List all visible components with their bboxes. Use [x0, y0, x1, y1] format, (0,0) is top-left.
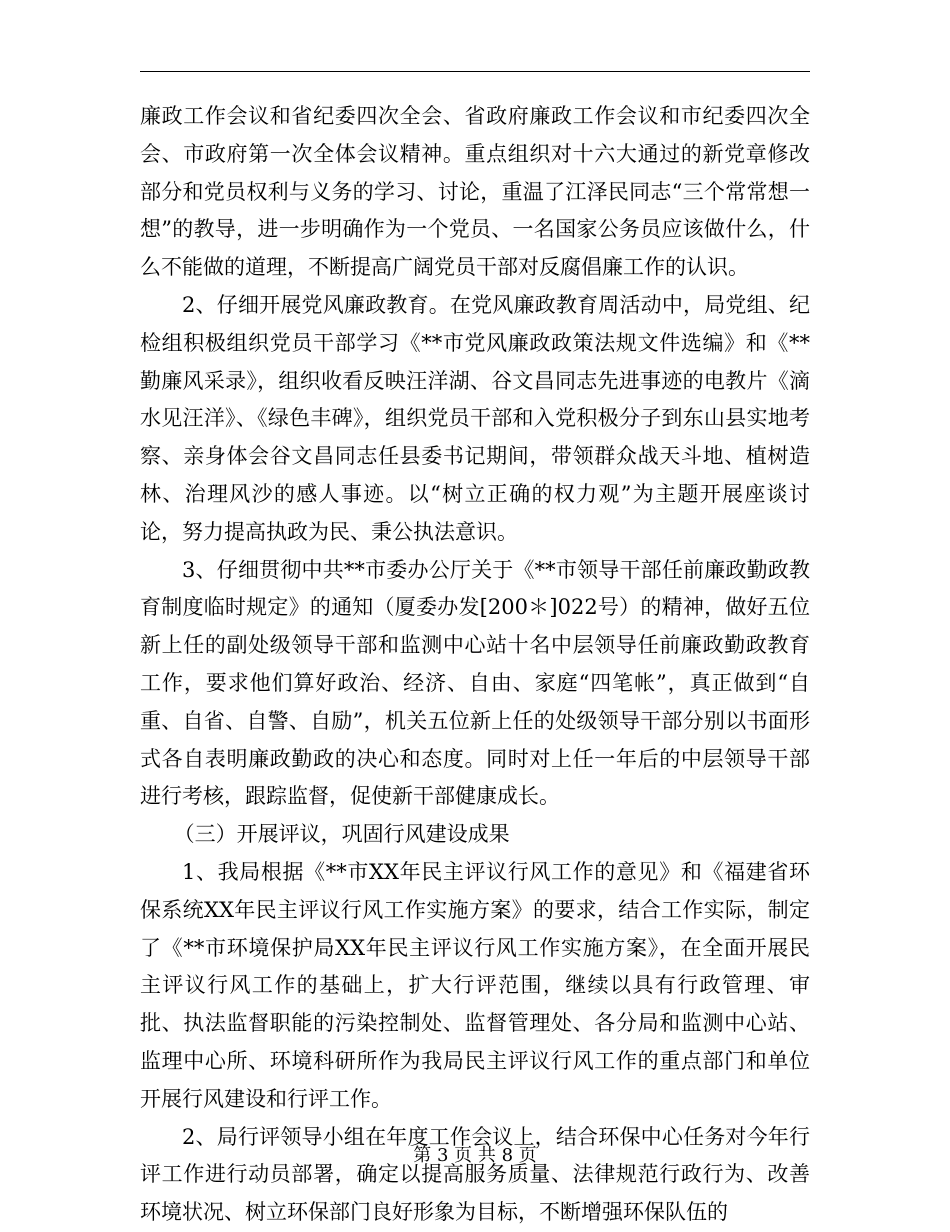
- paragraph-item-3-pre-appointment-education: 3、仔细贯彻中共**市委办公厅关于《**市领导干部任前廉政勤政教育制度临时规定》的通知（厦委办发[200＊]022号）的精神，做好五位新上任的副处级领导干部和监测中心站十名中层领导任前廉政勤政教育工作，要求他们算好政治、经济、自由、家庭“四笔帐”，真正做到“自重、自省、自警、自励”，机关五位新上任的处级领导干部分别以书面形式各自表明廉政勤政的决心和态度。同时对上任一年后的中层领导干部进行考核，跟踪监督，促使新干部健康成长。: [140, 557, 810, 809]
- page-number-footer: 第 3 页 共 8 页: [413, 1145, 537, 1166]
- document-body: [140, 98, 810, 1232]
- section-heading-3: （三）开展评议，巩固行风建设成果: [173, 822, 510, 847]
- paragraph-item-2-review-leadership: 2、局行评领导小组在年度工作会议上，结合环保中心任务对今年行评工作进行动员部署，确定以提高服务质量、法律规范行政行为、改善环境状况、树立环保部门良好形象为目标，不断增强环保队伍的: [140, 1124, 810, 1225]
- paragraph-item-1-democratic-review: 1、我局根据《**市XX年民主评议行风工作的意见》和《福建省环保系统XX年民主评议行风工作实施方案》的要求，结合工作实际，制定了《**市环境保护局XX年民主评议行风工作实施方案》，在全面开展民主评议行风工作的基础上，扩大行评范围，继续以具有行政管理、审批、执法监督职能的污染控制处、监督管理处、各分局和监测中心站、监理中心所、环境科研所作为我局民主评议行风工作的重点部门和单位开展行风建设和行评工作。: [140, 859, 810, 1111]
- paragraph-item-2-party-education: 2、仔细开展党风廉政教育。在党风廉政教育周活动中，局党组、纪检组积极组织党员干部学习《**市党风廉政政策法规文件选编》和《**勤廉风采录》，组织收看反映汪洋湖、谷文昌同志先进事迹的电教片《滴水见汪洋》、《绿色丰碑》，组织党员干部和入党积极分子到东山县实地考察、亲身体会谷文昌同志任县委书记期间，带领群众战天斗地、植树造林、治理风沙的感人事迹。以“树立正确的权力观”为主题开展座谈讨论，努力提高执政为民、秉公执法意识。: [140, 292, 810, 544]
- header-rule: [140, 71, 810, 72]
- paragraph-continuation: 廉政工作会议和省纪委四次全会、省政府廉政工作会议和市纪委四次全会、市政府第一次全体会议精神。重点组织对十六大通过的新党章修改部分和党员权利与义务的学习、讨论，重温了江泽民同志“三个常常想一想”的教导，进一步明确作为一个党员、一名国家公务员应该做什么，什么不能做的道理，不断提高广阔党员干部对反腐倡廉工作的认识。: [140, 104, 810, 280]
